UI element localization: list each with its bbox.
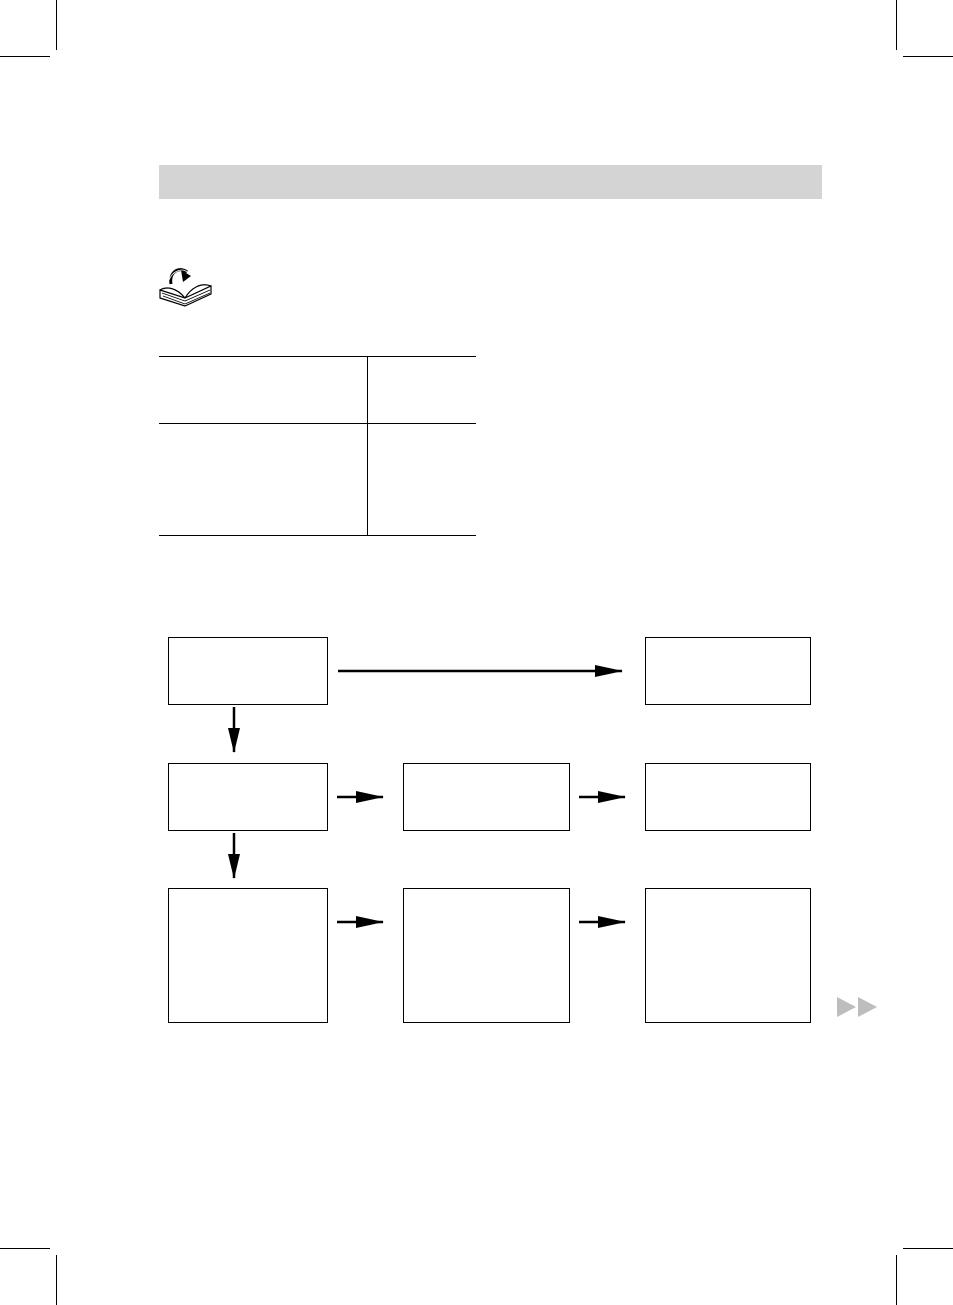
table-row — [159, 357, 476, 424]
flow-box-7 — [403, 888, 570, 1023]
crop-mark — [56, 0, 57, 50]
crop-mark — [896, 1255, 897, 1305]
crop-mark — [903, 1248, 953, 1249]
crop-mark — [903, 56, 953, 57]
flow-box-1 — [168, 637, 328, 705]
table-cell-value — [368, 357, 477, 424]
spec-table — [159, 356, 476, 536]
flow-box-2 — [645, 637, 811, 705]
crop-mark — [896, 0, 897, 50]
crop-mark — [56, 1255, 57, 1305]
section-header-bar — [159, 165, 822, 199]
table-cell-label — [159, 424, 368, 536]
flow-box-5 — [645, 763, 811, 831]
arrow-down-head — [228, 728, 240, 753]
flow-box-4 — [403, 763, 570, 831]
flow-box-3 — [168, 763, 328, 831]
flow-box-6 — [168, 888, 328, 1023]
book-page-turn-icon — [157, 262, 215, 310]
crop-mark — [0, 1248, 50, 1249]
crop-mark — [0, 56, 50, 57]
double-arrow-right-icon — [836, 996, 880, 1018]
arrow-down-head — [228, 854, 240, 879]
table-cell-value — [368, 424, 477, 536]
table-cell-label — [159, 357, 368, 424]
table-row — [159, 424, 476, 536]
flow-box-8 — [645, 888, 811, 1023]
